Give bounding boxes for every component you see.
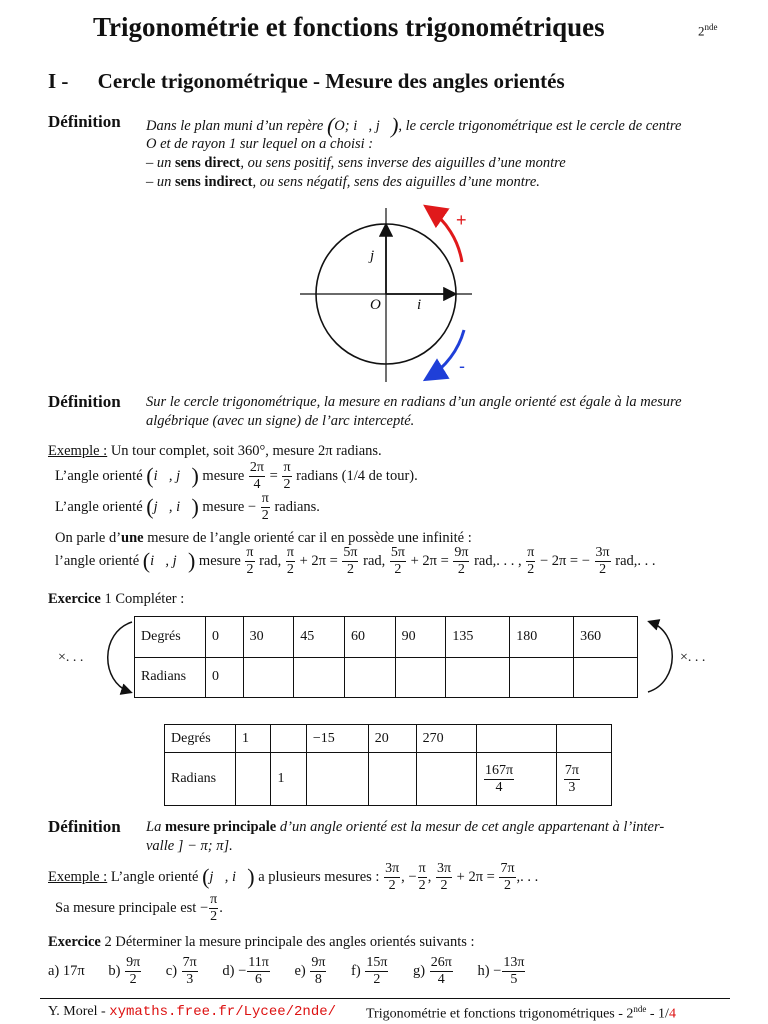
exercise-instruction: Déterminer la mesure principale des angles orientés suivants : — [115, 934, 475, 950]
fraction — [282, 461, 291, 492]
conversion-table-1 — [134, 616, 638, 698]
footer-page-sep: - 1/ — [649, 1006, 669, 1022]
example1-text: Un tour complet, soit 360°, mesure 2π radians. — [110, 443, 382, 459]
example2-pre: L’angle orienté — [110, 868, 199, 885]
level-number: 2 — [698, 23, 705, 39]
item2-post: , ou sens négatif, sens des aiguilles d’une montre. — [252, 174, 540, 190]
example2-principal — [55, 893, 223, 924]
angle2-mid: mesure − — [202, 498, 257, 515]
paren-open: ( — [326, 113, 335, 138]
table-cell — [510, 657, 574, 698]
section-heading — [48, 69, 565, 94]
numerator: 26π — [430, 955, 452, 970]
paren-close: ) — [391, 113, 399, 138]
example-label: Exemple : — [48, 443, 108, 459]
paren-open: ( — [146, 462, 154, 488]
numerator: 13π — [503, 955, 525, 970]
fraction — [310, 956, 326, 987]
angle1-mid: mesure — [202, 467, 245, 484]
item1-pre: – un — [146, 155, 172, 171]
numerator: 15π — [366, 955, 388, 970]
denominator: 4 — [253, 477, 261, 492]
denominator: 2 — [599, 562, 607, 577]
numerator: 167π — [484, 762, 514, 778]
label-o: O — [370, 297, 381, 313]
table-cell: Degrés — [165, 725, 236, 753]
plus-sign: + — [456, 210, 467, 230]
fraction — [390, 546, 406, 577]
paren-close: ) — [191, 493, 199, 519]
angle1-post: radians (1/4 de tour). — [296, 467, 418, 484]
infinite-pre: On parle d’ — [55, 530, 122, 546]
table-cell: −15 — [306, 725, 368, 753]
item-value: 17π — [62, 962, 85, 979]
measure-sep: + 2π = — [299, 552, 338, 569]
paren-open: ( — [142, 547, 151, 573]
table-cell: 0 — [206, 617, 244, 658]
numerator: π — [527, 545, 535, 560]
label-j: j⃗ — [370, 248, 386, 264]
numerator: 7π — [500, 861, 515, 876]
paren-open: ( — [202, 863, 210, 889]
table-cell — [416, 753, 476, 806]
left-arrow-degrees-to-radians — [108, 622, 132, 692]
infinite-bold: une — [121, 530, 144, 546]
paren-close: ) — [187, 547, 196, 573]
measure-sep: rad,. . . — [615, 552, 656, 569]
item2-pre: – un — [146, 174, 172, 190]
angle2-pre: L’angle orienté — [55, 498, 143, 515]
table-cell — [368, 753, 416, 806]
table-cell — [243, 657, 294, 698]
table-cell: 30 — [243, 617, 294, 658]
multiply-right-label: ×. . . — [680, 650, 706, 665]
denominator: 2 — [527, 562, 535, 577]
numerator: 5π — [390, 545, 405, 560]
denominator: 2 — [503, 878, 511, 893]
fraction — [484, 764, 514, 795]
numerator: 2π — [249, 460, 264, 475]
numerator: 3π — [595, 545, 610, 560]
denominator: 2 — [346, 562, 354, 577]
numerator: 3π — [436, 861, 452, 876]
fraction — [502, 956, 525, 987]
example2-line — [48, 862, 538, 893]
fraction — [249, 461, 265, 492]
fraction — [245, 546, 254, 577]
fraction — [453, 546, 469, 577]
numerator: 9π — [126, 955, 141, 970]
footer-page-link[interactable]: 4 — [668, 1006, 676, 1022]
footer-left — [48, 1004, 336, 1020]
example1-angle1 — [55, 461, 418, 492]
table-cell — [556, 753, 611, 806]
table-cell — [476, 725, 556, 753]
denominator: 2 — [373, 972, 381, 987]
angle2-post: radians. — [274, 498, 320, 515]
footer-right — [366, 1004, 676, 1023]
denominator: 2 — [440, 878, 448, 893]
fraction — [430, 956, 453, 987]
def3-bold: mesure principale — [164, 819, 277, 835]
numerator: π — [261, 491, 269, 506]
def1-text-b: , le cercle trigonométrique est le cercle de centre — [398, 118, 682, 134]
numerator: π — [246, 545, 254, 560]
numerator: 7π — [182, 955, 197, 970]
sep: , — [427, 868, 432, 885]
table-row — [135, 657, 638, 698]
footer-rule — [40, 998, 730, 999]
item-label: d) − — [222, 962, 247, 979]
table-cell — [344, 657, 395, 698]
item-label: h) − — [477, 962, 502, 979]
example1-angle2 — [55, 492, 320, 523]
denominator: 3 — [568, 779, 576, 795]
infinite-post: mesure de l’angle orienté car il en possède une infinité : — [147, 530, 472, 546]
measure-sep: rad, — [259, 552, 282, 569]
example1-measures — [55, 546, 656, 577]
footer-sup: nde — [633, 1004, 647, 1014]
paren-close: ) — [191, 462, 199, 488]
item-label: e) — [294, 962, 306, 979]
level-badge — [698, 22, 718, 39]
denominator: 3 — [186, 972, 194, 987]
table-cell: 270 — [416, 725, 476, 753]
section-title: Cercle trigonométrique - Mesure des angles orientés — [97, 69, 565, 93]
item1-bold: sens direct — [175, 155, 241, 171]
sep: + 2π = — [456, 868, 495, 885]
measure-sep: rad, — [363, 552, 386, 569]
fraction — [595, 546, 611, 577]
table-cell: 360 — [574, 617, 638, 658]
footer-link[interactable]: xymaths.free.fr/Lycee/2nde/ — [109, 1004, 337, 1020]
table-row — [165, 753, 612, 806]
denominator: 4 — [495, 779, 503, 795]
table-cell — [236, 753, 271, 806]
fraction — [182, 956, 198, 987]
exercise2-items — [48, 956, 526, 987]
example1-infinite — [55, 530, 472, 547]
exercise-label: Exercice — [48, 934, 101, 950]
example2-vectors: j⃗, i⃗ — [209, 868, 248, 885]
fraction — [342, 546, 358, 577]
table-cell — [271, 725, 306, 753]
measures-vectors: i⃗, j⃗ — [150, 552, 188, 569]
numerator: 7π — [564, 762, 579, 778]
def1-text-a: Dans le plan muni d’un repère — [146, 118, 324, 134]
denominator: 2 — [457, 562, 465, 577]
section-number: I - — [48, 69, 69, 93]
measures-mid: mesure — [198, 552, 241, 569]
definition-label: Définition — [48, 112, 121, 131]
definition-label: Définition — [48, 817, 121, 836]
table-cell — [556, 725, 611, 753]
fraction — [286, 546, 295, 577]
table-cell: 1 — [236, 725, 271, 753]
exercise2-heading — [48, 934, 475, 951]
denominator: 8 — [314, 972, 322, 987]
table-cell: 60 — [344, 617, 395, 658]
paren-open: ( — [146, 493, 154, 519]
frame-notation: O; i⃗, j⃗ — [334, 118, 392, 134]
denominator: 2 — [129, 972, 137, 987]
exercise-label: Exercice — [48, 591, 101, 607]
denominator: 2 — [283, 477, 291, 492]
item-label: c) — [165, 962, 178, 979]
item1-post: , ou sens positif, sens inverse des aiguilles d’une montre — [240, 155, 566, 171]
item-label: g) — [413, 962, 426, 979]
table-cell: 0 — [206, 657, 244, 698]
def3-line1 — [146, 819, 664, 836]
table-cell: 135 — [446, 617, 510, 658]
item-label: f) — [351, 962, 361, 979]
definition-label: Définition — [48, 392, 121, 411]
sep: ,. . . — [516, 868, 539, 885]
fraction — [526, 546, 535, 577]
label-i: i⃗ — [417, 297, 433, 313]
numerator: π — [418, 861, 426, 876]
denominator: 2 — [210, 909, 218, 924]
denominator: 2 — [261, 508, 269, 523]
table-cell: Degrés — [135, 617, 206, 658]
def3-post: d’un angle orienté est la mesur de cet angle appartenant à l’inter- — [279, 819, 665, 835]
fraction — [125, 956, 141, 987]
fraction — [209, 893, 218, 924]
principal-pre: Sa mesure principale est − — [55, 899, 209, 916]
table-cell — [294, 657, 345, 698]
numerator: π — [286, 545, 294, 560]
minus-sign: - — [459, 356, 465, 376]
fraction — [499, 862, 515, 893]
denominator: 2 — [394, 562, 402, 577]
denominator: 2 — [246, 562, 254, 577]
fraction — [365, 956, 388, 987]
numerator: 9π — [311, 955, 326, 970]
multiply-left-label: ×. . . — [58, 650, 84, 665]
fraction — [418, 862, 427, 893]
page-title-text: Trigonométrie et fonctions trigonométriques — [93, 12, 605, 42]
exercise-item — [48, 963, 85, 979]
measure-sep: rad,. . . , — [474, 552, 522, 569]
table-cell: 1 — [271, 753, 306, 806]
exercise-number: 2 — [104, 934, 112, 950]
denominator: 6 — [255, 972, 263, 987]
item2-bold: sens indirect — [175, 174, 253, 190]
denominator: 2 — [418, 878, 426, 893]
numerator: π — [210, 892, 218, 907]
table-row — [135, 617, 638, 658]
equals: = — [269, 467, 278, 484]
def3-line2: valle ] − π; π]. — [146, 838, 233, 854]
angle1-pre: L’angle orienté — [55, 467, 143, 484]
item-label: b) — [108, 962, 121, 979]
table-cell — [574, 657, 638, 698]
fraction — [261, 492, 270, 523]
def1-item1 — [146, 155, 566, 172]
table-cell: 180 — [510, 617, 574, 658]
table-cell: 45 — [294, 617, 345, 658]
table-cell — [395, 657, 446, 698]
angle2-vectors: j⃗, i⃗ — [153, 498, 192, 515]
measures-pre: l’angle orienté — [55, 552, 140, 569]
def2-line2: algébrique (avec un signe) de l’arc intercepté. — [146, 413, 415, 429]
level-sup: nde — [704, 22, 718, 32]
paren-close: ) — [247, 863, 255, 889]
def2-line1: Sur le cercle trigonométrique, la mesure en radians d’un angle orienté est égale à la mesure — [146, 394, 682, 410]
example1-line — [48, 443, 382, 460]
numerator: 9π — [454, 545, 469, 560]
numerator: 11π — [248, 955, 269, 970]
example2-mid: a plusieurs mesures : — [258, 868, 380, 885]
exercise-number: 1 — [104, 591, 112, 607]
numerator: π — [283, 460, 291, 475]
exercise-instruction: Compléter : — [115, 591, 185, 607]
denominator: 5 — [510, 972, 518, 987]
measure-sep: + 2π = — [410, 552, 449, 569]
example-label: Exemple : — [48, 868, 108, 885]
table-row — [165, 725, 612, 753]
footer-title: Trigonométrie et fonctions trigonométriques - 2 — [366, 1006, 634, 1022]
table-cell — [446, 657, 510, 698]
fraction — [436, 862, 452, 893]
principal-end: . — [219, 899, 223, 916]
sep: , − — [401, 868, 417, 885]
right-arrow-radians-to-degrees — [648, 622, 672, 692]
page-title — [93, 12, 605, 43]
measure-sep: − 2π = − — [539, 552, 590, 569]
item-label: a) — [48, 962, 60, 979]
denominator: 2 — [286, 562, 294, 577]
angle1-vectors: i⃗, j⃗ — [153, 467, 192, 484]
fraction — [384, 862, 400, 893]
table-cell — [306, 753, 368, 806]
numerator: 5π — [343, 545, 358, 560]
def3-pre: La — [146, 819, 162, 835]
def1-line2: O et de rayon 1 sur lequel on a choisi : — [146, 136, 374, 152]
table-cell — [476, 753, 556, 806]
fraction — [564, 764, 580, 795]
table-cell: Radians — [135, 657, 206, 698]
denominator: 2 — [388, 878, 396, 893]
exercise1-heading — [48, 591, 184, 608]
table-cell: 90 — [395, 617, 446, 658]
conversion-table-2 — [164, 724, 612, 806]
numerator: 3π — [385, 861, 400, 876]
footer-author: Y. Morel - — [48, 1004, 106, 1019]
denominator: 4 — [437, 972, 445, 987]
table-cell: Radians — [165, 753, 236, 806]
table-cell: 20 — [368, 725, 416, 753]
fraction — [247, 956, 270, 987]
def1-item2 — [146, 174, 540, 191]
